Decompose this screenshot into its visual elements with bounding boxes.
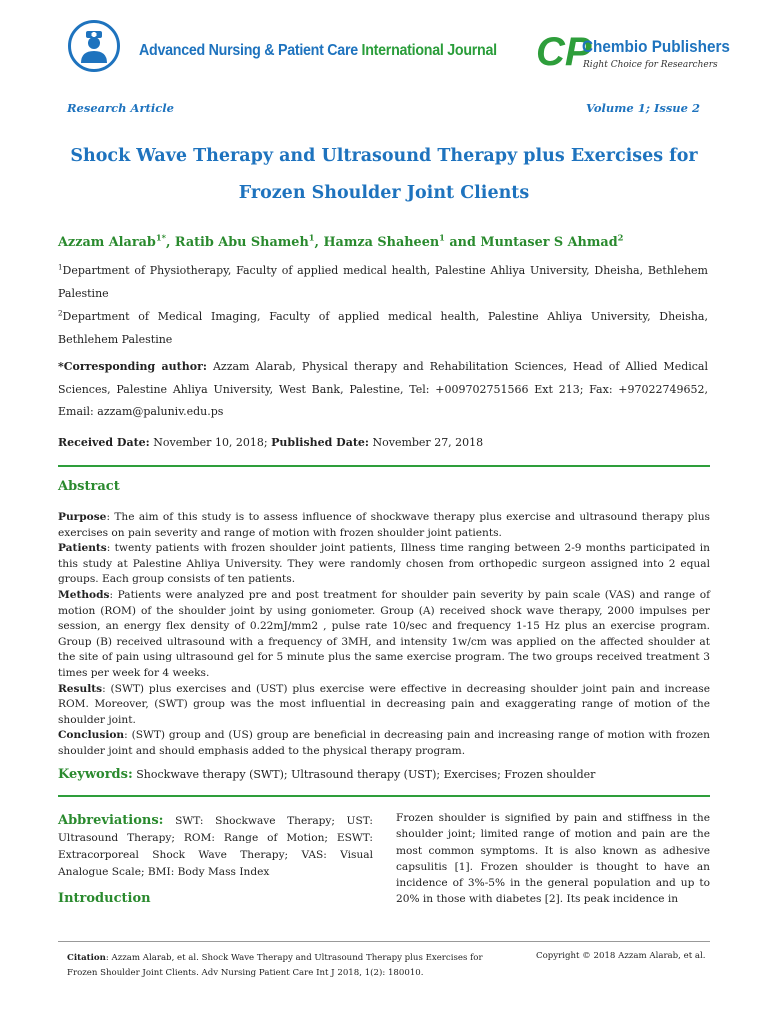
abstract-conclusion xyxy=(58,728,710,759)
affiliation-text: Department of Medical Imaging, Faculty of applied medical health, Palestine Ahliya University, Dheisha, Bethlehem Palestine xyxy=(58,310,708,346)
abstract-purpose xyxy=(58,510,710,541)
nurse-icon xyxy=(71,23,117,69)
abbreviations-text: SWT: Shockwave Therapy; UST: Ultrasound Therapy; ROM: Range of Motion; ESWT: Extracorporeal Shock Wave Therapy; VAS: Visual Analogue Scale; BMI: Body Mass Index xyxy=(58,815,373,878)
published-label: Published Date: xyxy=(271,436,369,449)
affiliation-2 xyxy=(58,305,708,351)
keywords xyxy=(58,767,595,782)
title-line-2: Frozen Shoulder Joint Clients xyxy=(238,183,530,203)
abstract-label: Conclusion xyxy=(58,729,125,742)
journal-name-part1: Advanced Nursing & Patient Care xyxy=(139,42,358,59)
abstract-heading: Abstract xyxy=(58,479,120,494)
author-list xyxy=(58,232,624,250)
author-affiliation-sup: 2 xyxy=(617,232,624,243)
abstract-methods xyxy=(58,588,710,682)
journal-name-part2: International Journal xyxy=(357,42,497,59)
introduction-text: Frozen shoulder is signified by pain and stiffness in the shoulder joint; limited range of motion and pain are the most common symptoms. It is also known as adhesive capsulitis [1]. Frozen shoulder is thought to have an incidence of 3%-5% in the general population and up to 20% in those with diabetes [2]. Its peak incidence in xyxy=(396,812,710,906)
abbreviations-label: Abbreviations: xyxy=(58,813,164,828)
corresponding-author xyxy=(58,356,708,424)
article-title xyxy=(60,138,708,212)
abstract-text: : (SWT) plus exercises and (UST) plus exercise were effective in decreasing shoulder joint pain and increase ROM. Moreover, (SWT) group was the most influential in decreasing pain and exaggerating range of motion of the shoulder joint. xyxy=(58,682,710,726)
author-separator: , xyxy=(314,235,324,250)
abstract-label: Patients xyxy=(58,542,107,555)
abstract-text: : The aim of this study is to assess influence of shockwave therapy plus exercise and ultrasound therapy plus exercises on pain severity and range of motion with frozen shoulder joint patients. xyxy=(58,511,710,539)
author-name: Ratib Abu Shameh xyxy=(174,235,309,250)
abstract-text: : twenty patients with frozen shoulder joint patients, Illness time ranging between 2-9 months participated in this study at Palestine Ahliya University. They were randomly chosen from orthopedic surgeon assigned into 2 equal groups. Each group consists of ten patients. xyxy=(58,542,710,586)
publisher-logo-mark: CP xyxy=(536,30,592,74)
abbreviations xyxy=(58,812,373,881)
publisher-name: Chembio Publishers xyxy=(582,37,730,56)
publisher-tagline: Right Choice for Researchers xyxy=(583,60,718,70)
author-separator: and xyxy=(444,235,481,250)
author-name: Hamza Shaheen xyxy=(323,235,440,250)
abstract-body xyxy=(58,510,710,760)
author-name: Muntaser S Ahmad xyxy=(480,235,618,250)
journal-name xyxy=(139,42,497,60)
corresponding-text: Azzam Alarab, Physical therapy and Rehabilitation Sciences, Head of Allied Medical Sciences, Palestine Ahliya University, West Bank, Palestine, Tel: +009702751566 Ext 213; Fax: +97022749652, Email: azzam@paluniv.edu.ps xyxy=(58,360,709,418)
introduction-heading: Introduction xyxy=(58,891,151,906)
abstract-text: : Patients were analyzed pre and post treatment for shoulder pain severity by pain scale (VAS) and range of motion (ROM) of the shoulder joint by using goniometer. Group (A) received shock wave therapy, 2000 impulses per session, an energy flex density of 0.22mJ/mm2 , pulse rate 10/sec and frequency 1-15 Hz plus an exercise program. Group (B) received ultrasound with a frequency of 3MH, and intensity 1w/cm was applied on the affected shoulder at the site of pain using ultrasound gel for 5 minute plus the same exercise program. The two groups received treatment 3 times per week for 4 weeks. xyxy=(58,588,710,679)
citation xyxy=(67,951,487,981)
affiliation-text: Department of Physiotherapy, Faculty of applied medical health, Palestine Ahliya University, Dheisha, Bethlehem Palestine xyxy=(58,264,708,300)
abstract-label: Methods xyxy=(58,588,110,601)
affiliation-sup: 1 xyxy=(58,262,63,272)
received-value: November 10, 2018; xyxy=(149,436,272,449)
keywords-label: Keywords: xyxy=(58,767,133,782)
divider xyxy=(58,465,710,467)
author-affiliation-sup: 1* xyxy=(155,232,166,243)
received-label: Received Date: xyxy=(58,436,150,449)
abstract-results xyxy=(58,682,710,729)
article-type: Research Article xyxy=(67,101,174,115)
copyright: Copyright © 2018 Azzam Alarab, et al. xyxy=(536,951,706,961)
article-dates xyxy=(58,436,483,449)
abstract-text: : (SWT) group and (US) group are beneficial in decreasing pain and increasing range of motion with frozen shoulder joint and should emphasis added to the physical therapy program. xyxy=(58,729,710,757)
author-name: Azzam Alarab xyxy=(58,235,156,250)
abstract-patients xyxy=(58,541,710,588)
affiliation-1 xyxy=(58,259,708,305)
keywords-text: Shockwave therapy (SWT); Ultrasound therapy (UST); Exercises; Frozen shoulder xyxy=(132,768,596,781)
journal-logo xyxy=(68,20,120,72)
volume-issue: Volume 1; Issue 2 xyxy=(585,101,700,115)
corresponding-label: *Corresponding author: xyxy=(58,360,207,373)
abstract-label: Purpose xyxy=(58,511,107,523)
footer-divider xyxy=(58,941,710,942)
divider xyxy=(58,795,710,797)
author-affiliation-sup: 1 xyxy=(308,232,315,243)
published-value: November 27, 2018 xyxy=(368,436,484,449)
citation-label: Citation xyxy=(67,953,106,963)
affiliation-sup: 2 xyxy=(58,308,63,318)
author-separator: , xyxy=(165,235,175,250)
title-line-1: Shock Wave Therapy and Ultrasound Therapy plus Exercises for xyxy=(70,146,698,166)
abstract-label: Results xyxy=(58,682,103,695)
author-affiliation-sup: 1 xyxy=(439,232,445,243)
citation-text: : Azzam Alarab, et al. Shock Wave Therapy and Ultrasound Therapy plus Exercises for Frozen Shoulder Joint Clients. Adv Nursing Patient Care Int J 2018, 1(2): 180010. xyxy=(67,953,483,978)
